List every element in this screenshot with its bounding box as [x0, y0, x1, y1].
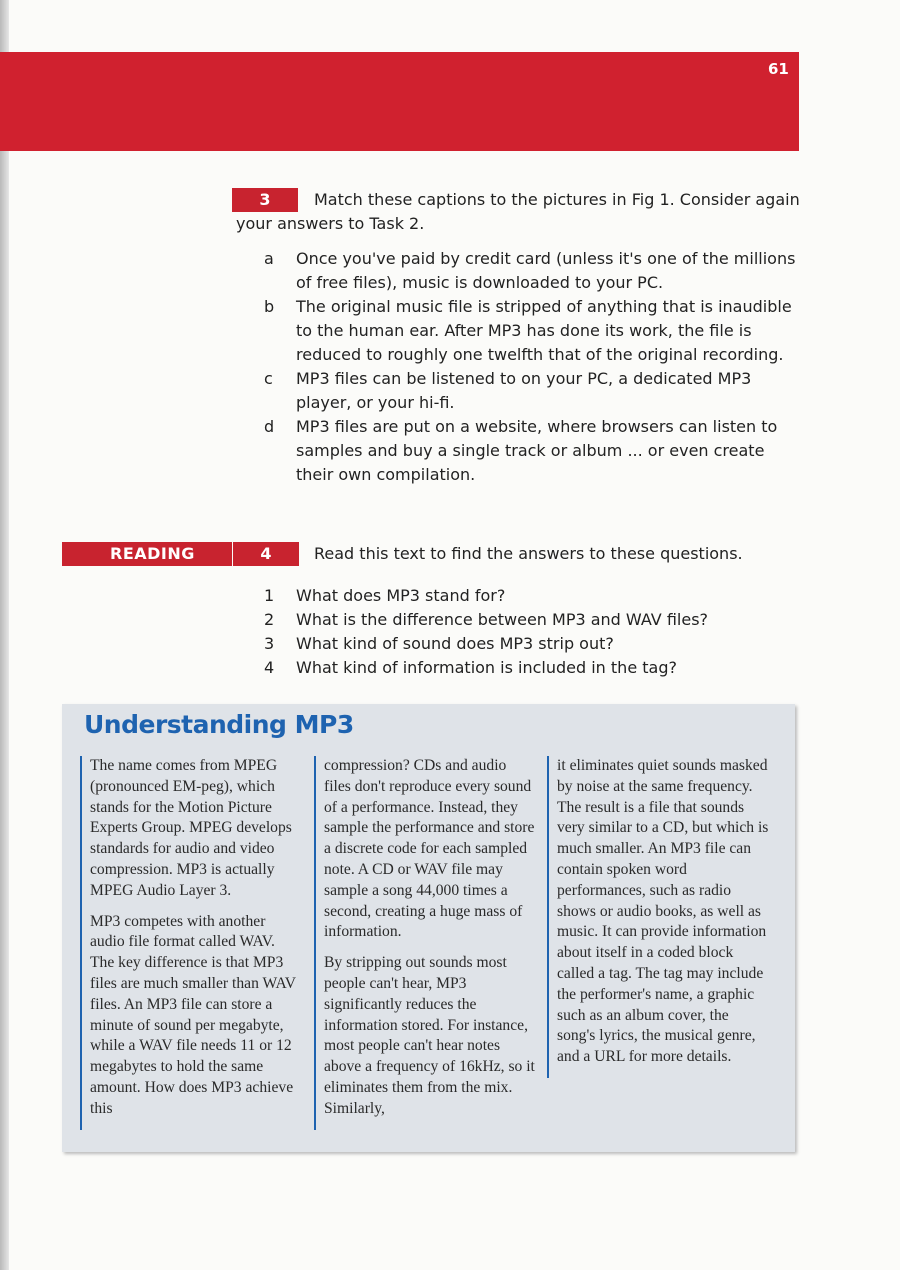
question-item [264, 632, 804, 656]
question-list [264, 584, 804, 680]
question-text: What does MP3 stand for? [296, 586, 506, 605]
caption-list [264, 247, 804, 487]
article-paragraph: it eliminates quiet sounds masked by noise at the same frequency. The result is a file that sounds very similar to a CD, but which is much smaller. An MP3 file can contain spoken word performances, such as radio shows or audio books, as well as music. It can provide information about itself in a coded block called a tag. The tag may include the performer's name, a graphic such as an album cover, the song's lyrics, the musical genre, and a URL for more details. [557, 757, 769, 1066]
caption-text: MP3 files can be listened to on your PC, a dedicated MP3 player, or your hi-fi. [296, 369, 752, 412]
article-column-2 [314, 756, 536, 1130]
caption-marker: b [264, 297, 275, 316]
article-column-1 [80, 756, 302, 1130]
caption-marker: c [264, 369, 273, 388]
article-paragraph: The name comes from MPEG (pronounced EM-peg), which stands for the Motion Picture Experts Group. MPEG develops standards for audio and video compression. MP3 is actually MPEG Audio Layer 3. [90, 757, 292, 899]
article-paragraph: MP3 competes with another audio file format called WAV. The key difference is that MP3 files are much smaller than WAV files. An MP3 file can store a minute of sound per megabyte, while a WAV file needs 11 or 12 megabytes to hold the same amount. How does MP3 achieve this [90, 912, 296, 1117]
caption-item [264, 295, 804, 367]
question-item [264, 584, 804, 608]
question-text: What is the difference between MP3 and WAV files? [296, 610, 709, 629]
task-3-instruction-line2: your answers to Task 2. [236, 214, 425, 233]
article-paragraph: compression? CDs and audio files don't reproduce every sound of a performance. Instead, they sample the performance and store a discrete code for each sampled note. A CD or WAV file may sample a song 44,000 times a second, creating a huge mass of information. [324, 757, 535, 941]
reading-section-label: READING [62, 542, 232, 566]
caption-text: MP3 files are put on a website, where browsers can listen to samples and buy a single track or album ... or even create their own compilation. [296, 417, 778, 484]
question-marker: 4 [264, 658, 275, 677]
article-title: Understanding MP3 [84, 710, 354, 739]
article-box [62, 704, 795, 1152]
question-text: What kind of sound does MP3 strip out? [296, 634, 614, 653]
question-item [264, 608, 804, 632]
caption-text: Once you've paid by credit card (unless it's one of the millions of free files), music is downloaded to your PC. [296, 249, 796, 292]
task-4-instruction: Read this text to find the answers to these questions. [314, 544, 743, 563]
task-3-number: 3 [232, 188, 298, 212]
caption-item [264, 415, 804, 487]
question-marker: 3 [264, 634, 275, 653]
question-text: What kind of information is included in the tag? [296, 658, 677, 677]
question-marker: 1 [264, 586, 275, 605]
caption-marker: d [264, 417, 275, 436]
caption-item [264, 367, 804, 415]
caption-item [264, 247, 804, 295]
task-3-instruction-line1: Match these captions to the pictures in Fig 1. Consider again [314, 190, 800, 209]
question-item [264, 656, 804, 680]
question-marker: 2 [264, 610, 275, 629]
page-number: 61 [768, 60, 789, 78]
article-column-3 [547, 756, 769, 1078]
page-spine-shadow [0, 0, 9, 1270]
chapter-header-band [0, 52, 799, 151]
caption-marker: a [264, 249, 274, 268]
task-4-number: 4 [233, 542, 299, 566]
caption-text: The original music file is stripped of anything that is inaudible to the human ear. After MP3 has done its work, the file is reduced to roughly one twelfth that of the original recording. [296, 297, 792, 364]
article-paragraph: By stripping out sounds most people can't hear, MP3 significantly reduces the information stored. For instance, most people can't hear notes above a frequency of 16kHz, so it eliminates them from the mix. Similarly, [324, 954, 535, 1117]
